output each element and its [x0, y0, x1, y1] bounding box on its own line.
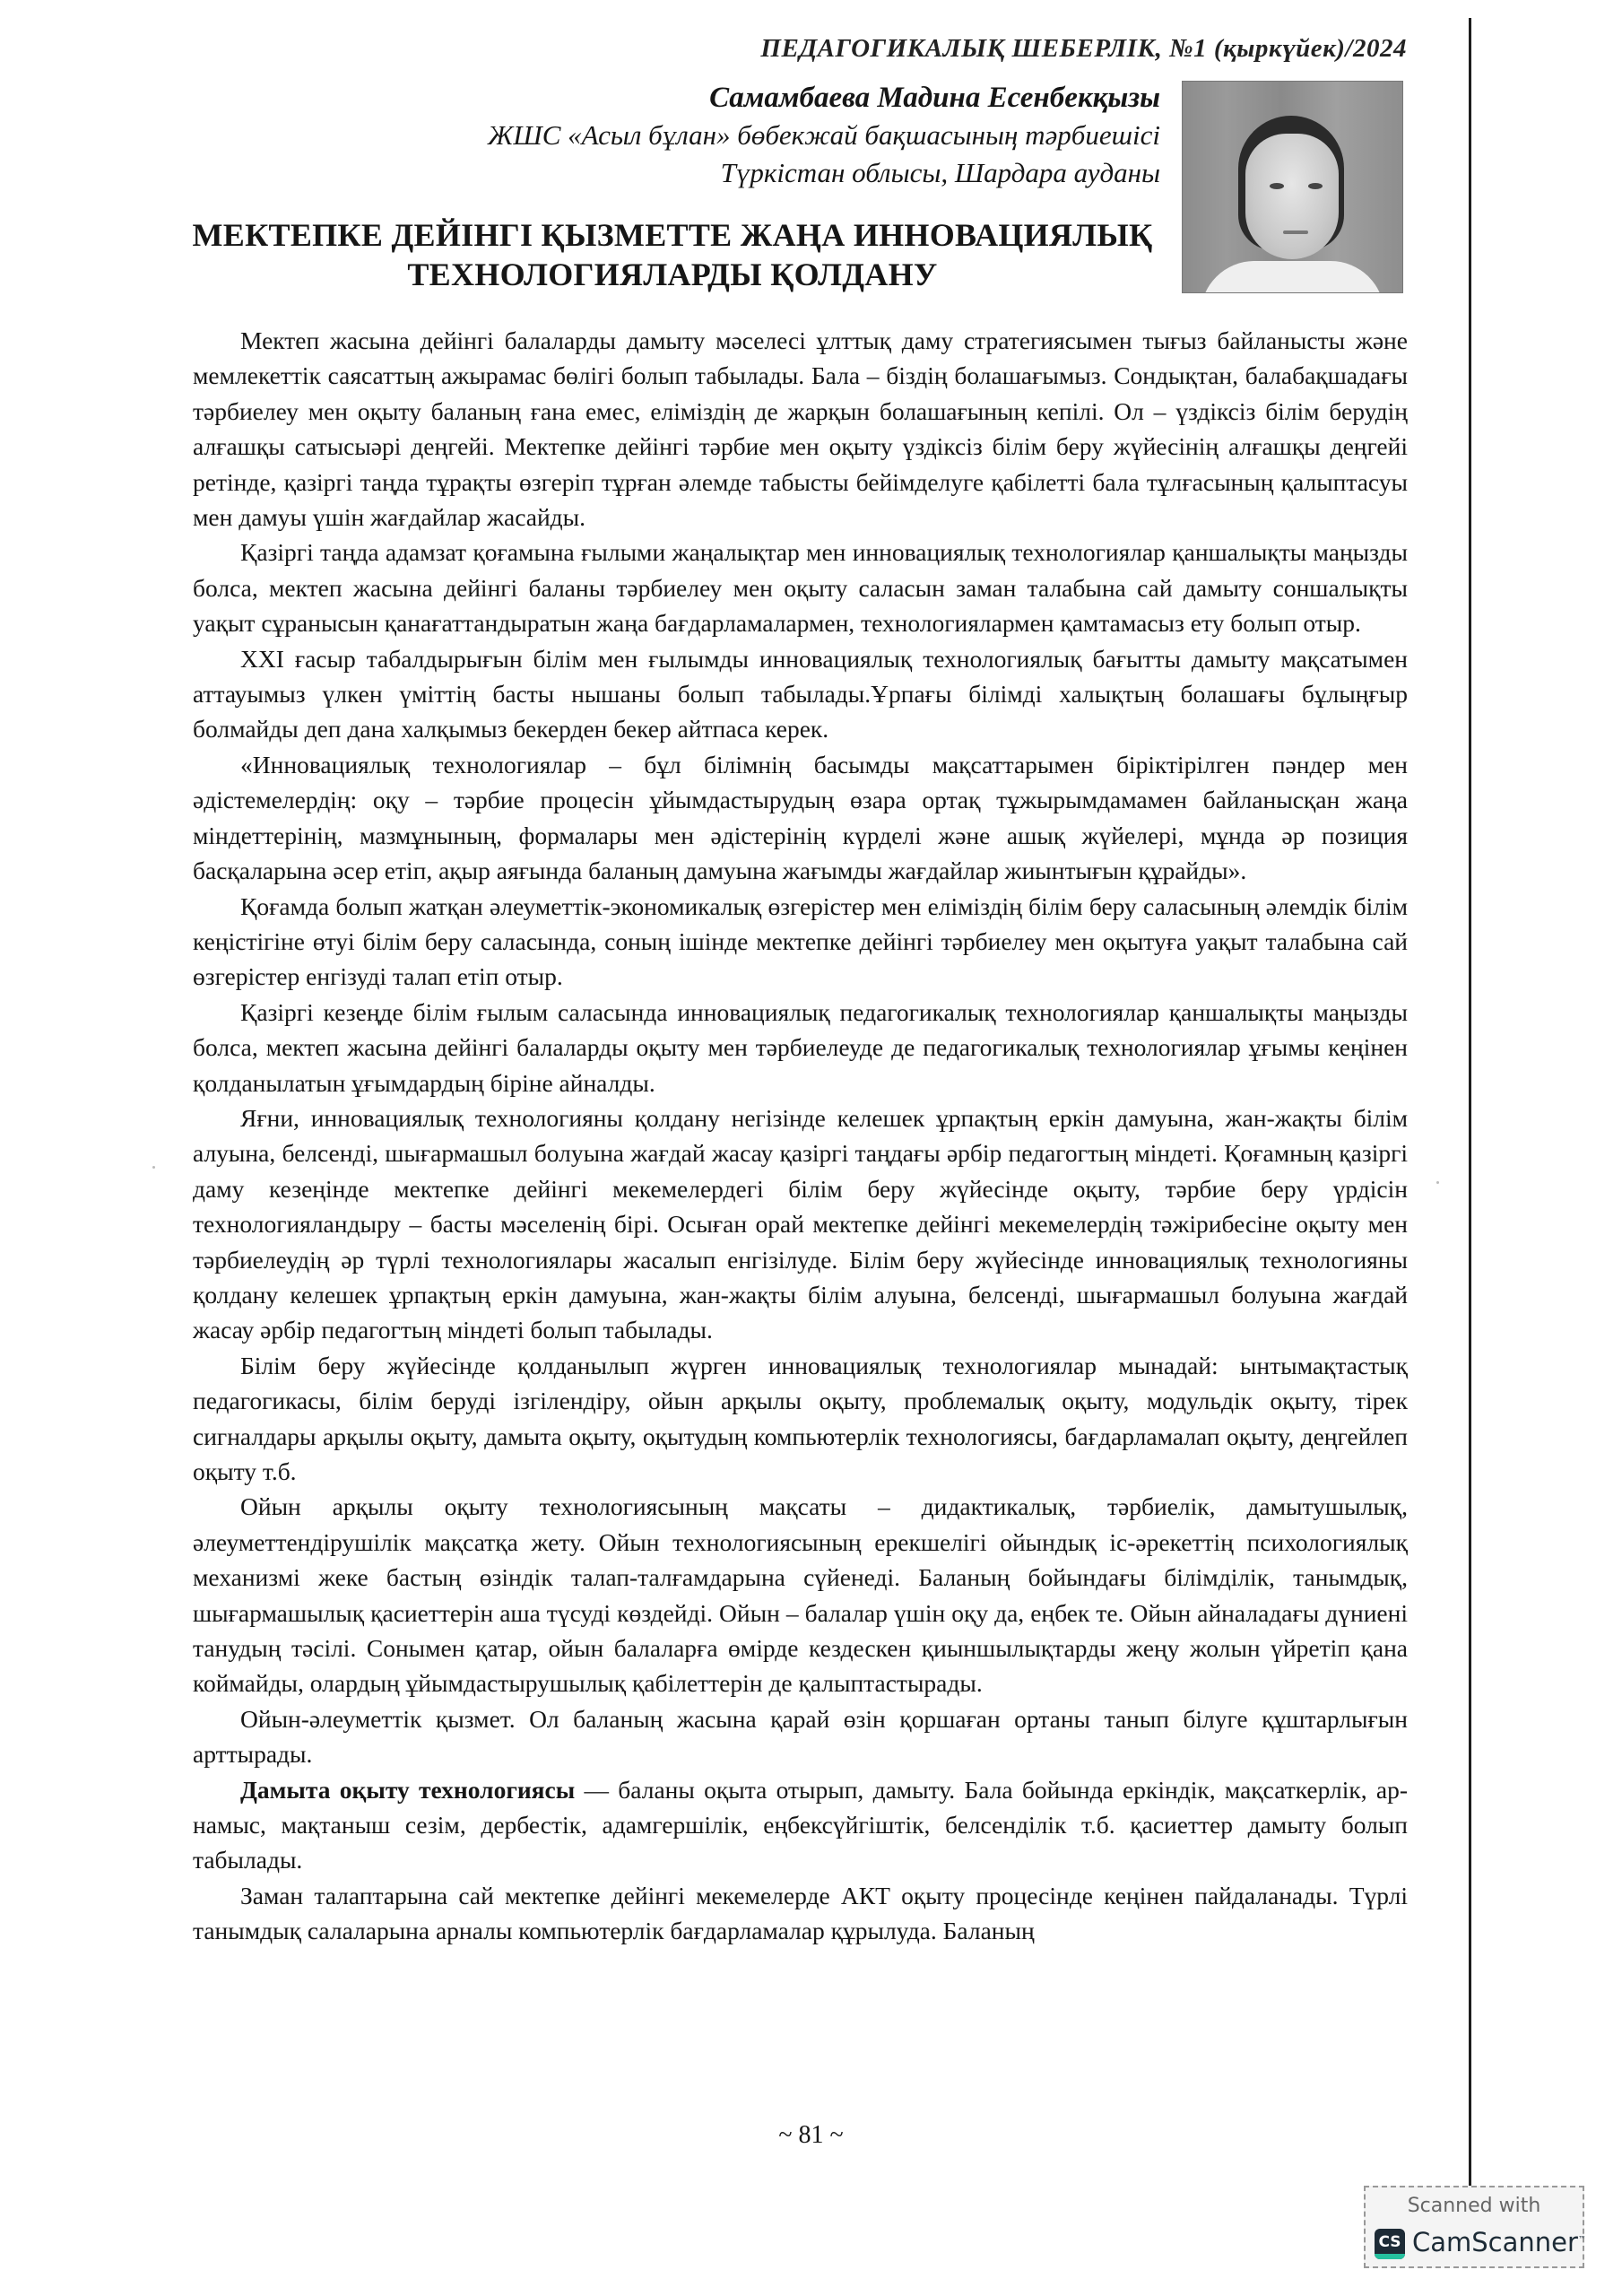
scan-speck — [1436, 1181, 1439, 1184]
photo-eye-left — [1270, 183, 1284, 189]
camscanner-watermark — [1364, 2186, 1584, 2268]
paragraph-9: Ойын арқылы оқыту технологиясының мақсаты – дидактикалық, тәрбиелік, дамытушылық, әлеуметтендірушілік мақсатқа жету. Ойын технологиясының ерекшелігі ойындық іс-әрекеттің психологиялық механизмі жеке бастың өзіндік талап-талғамдарына сүйенеді. Баланың бойындағы білімділік, танымдық, шығармашылық қасиеттерін аша түсуді көздейді. Ойын – балалар үшін оқу да, еңбек те. Ойын айналадағы дүниені танудың тәсілі. Сонымен қатар, ойын балаларға өмірде кездескен қиыншылықтарды жеңу жолын үйретіп қана коймайды, олардың ұйымдастырушылық қабілеттерін де қалыптастырады. — [193, 1492, 1408, 1698]
camscanner-name-text: CamScanner — [1412, 2227, 1578, 2257]
author-position: ЖШС «Асыл бұлан» бөбекжай бақшасының тәрбиешісі — [487, 119, 1160, 151]
photo-mouth — [1283, 230, 1308, 234]
author-photo — [1182, 81, 1403, 293]
camscanner-logo-icon: CS — [1375, 2229, 1405, 2259]
paragraph-2: Қазіргі таңда адамзат қоғамына ғылыми жаңалықтар мен инновациялық технологиялар қаншалықты маңызды болса, мектеп жасына дейінгі баланы тәрбиелеу мен оқыту саласын заман талабына сай дамыту соншалықты уақыт сұранысын қанағаттандыратын жаңа бағдарламалармен, технологиялармен қамтамасыз ету болып отыр. — [193, 538, 1408, 638]
scan-speck — [152, 1166, 155, 1169]
photo-face — [1245, 134, 1339, 259]
paragraph-5: Қоғамда болып жатқан әлеуметтік-экономикалық өзгерістер мен еліміздің білім беру саласының әлемдік білім кеңістігіне өтуі білім беру саласында, соның ішінде мектепке дейінгі тәрбиелеу мен оқытуға уақыт талабына сай өзгерістер енгізуді талап етіп отыр. — [193, 891, 1408, 991]
paragraph-3: XXI ғасыр табалдырығын білім мен ғылымды инновациялық технологиялық бағытты дамыту мақсатымен аттауымыз үлкен үміттің басты нышаны болып табылады.Ұрпағы білімді халықтың болашағы бұлыңғыр болмайды деп дана халқымыз бекерден бекер айтпаса керек. — [193, 644, 1408, 744]
page-number: ~ 81 ~ — [778, 2121, 844, 2149]
photo-shirt — [1201, 261, 1384, 293]
paragraph-11 — [193, 1772, 1408, 1878]
author-block — [488, 79, 1160, 192]
paragraph-11-bold-lead: Дамыта оқыту технологиясы — [240, 1775, 576, 1804]
article-title-line-2: ТЕХНОЛОГИЯЛАРДЫ ҚОЛДАНУ — [407, 257, 938, 292]
paragraph-8: Білім беру жүйесінде қолданылып жүрген инновациялық технологиялар мынадай: ынтымақтастық педагогикасы, білім беруді ізгілендіру, ойын арқылы оқыту, проблемалық оқыту, модульдік оқыту, тірек сигналдары арқылы оқыту, дамыта оқыту, оқытудың компьютерлік технологиясы, бағдарламалап оқыту, деңгейлеп оқыту т.б. — [193, 1351, 1408, 1485]
article-body — [193, 323, 1408, 1949]
paragraph-12: Заман талаптарына сай мектепке дейінгі мекемелерде АКТ оқыту процесінде кеңінен пайдаланады. Түрлі танымдық салаларына арналы компьютерлік бағдарламалар құрылуда. Баланың — [193, 1881, 1408, 1945]
paragraph-7: Яғни, инновациялық технологияны қолдану негізінде келешек ұрпақтың еркін дамуына, жан-жақты білім алуына, белсенді, шығармашыл болуына жағдай жасау қазіргі таңдағы әрбір педагогтың міндеті. Қоғамның қазіргі даму кезеңінде мектепке дейінгі мекемелердегі білім беру жүйесінде оқыту, тәрбие беру үрдісін технологияландыру – басты мәселенің бірі. Осыған орай мектепке дейінгі мекемелердің тәжірибесіне оқыту мен тәрбиелеудің әр түрлі технологиялары жасалып енгізілуде. Білім беру жүйесінде инновациялық технологияны қолдану келешек ұрпақтың еркін дамуына, жан-жақты білім алуына, белсенді, шығармашыл болуына жағдай жасау әрбір педагогтың міндеті болып табылады. — [193, 1103, 1408, 1344]
paragraph-1: Мектеп жасына дейінгі балаларды дамыту мәселесі ұлттық даму стратегиясымен тығыз байланысты және мемлекеттік саясаттың ажырамас бөлігі болып табылады. Бала – біздің болашағымыз. Сондықтан, балабақшадағы тәрбиелеу мен оқыту баланың ғана емес, еліміздің де жарқын болашағының кепілі. Ол – үздіксіз білім берудің алғашқы сатысыәрі деңгейі. Мектепке дейінгі тәрбие мен оқыту үздіксіз білім беру жүйесінің алғашқы деңгейі ретінде, қазіргі таңда тұрақты өзгеріп тұрған әлемде табысты бейімделуге қабілетті бала тұлғасының қалыптасуы мен дамуы үшін жағдайлар жасайды. — [193, 326, 1408, 532]
journal-running-head: ПЕДАГОГИКАЛЫҚ ШЕБЕРЛІК, №1 (қыркүйек)/2024 — [760, 34, 1407, 63]
camscanner-caption: Scanned with — [1407, 2195, 1541, 2217]
page-border-line — [1469, 18, 1471, 2188]
camscanner-name — [1412, 2227, 1586, 2257]
author-name: Самамбаева Мадина Есенбекқызы — [709, 82, 1160, 114]
author-location: Түркістан облысы, Шардара ауданы — [720, 157, 1160, 188]
paragraph-6: Қазіргі кезеңде білім ғылым саласында инновациялық педагогикалық технологиялар қаншалықты маңызды болса, мектеп жасына дейінгі балаларды оқыту мен тәрбиелеуде де педагогикалық технологиялар ұғымы кеңінен қолданылатын ұғымдардың біріне айналды. — [193, 997, 1408, 1097]
camscanner-trademark: ™ — [1577, 2235, 1586, 2245]
paragraph-4: «Инновациялық технологиялар – бұл білімнің басымды мақсаттарымен біріктірілген пәндер мен әдістемелердің: оқу – тәрбие процесін ұйымдастырудың өзара ортақ тұжырымдамамен байланысқан жаңа міндеттерінің, мазмұнының, формалары мен әдістерінің күрделі және ашық жүйелері, мұнда әр позиция басқаларына әсер етіп, ақыр аяғында баланың дамуына жағымды жағдайлар жиынтығын құрайды». — [193, 750, 1408, 885]
photo-eye-right — [1308, 183, 1323, 189]
paragraph-11-rest: — баланы оқыта отырып, дамыту. Бала бойында еркіндік, мақсаткерлік, ар-намыс, мақтаныш сезім, дербестік, адамгершілік, еңбексүйгіштік, белсенділік т.б. қасиеттер дамыту болып табылады. — [193, 1775, 1408, 1874]
paragraph-10: Ойын-әлеуметтік қызмет. Ол баланың жасына қарай өзін қоршаған ортаны танып білуге құштарлығын арттырады. — [193, 1704, 1408, 1769]
article-title — [161, 215, 1184, 294]
article-title-line-1: МЕКТЕПКЕ ДЕЙІНГІ ҚЫЗМЕТТЕ ЖАҢА ИННОВАЦИЯЛЫҚ — [192, 217, 1153, 253]
